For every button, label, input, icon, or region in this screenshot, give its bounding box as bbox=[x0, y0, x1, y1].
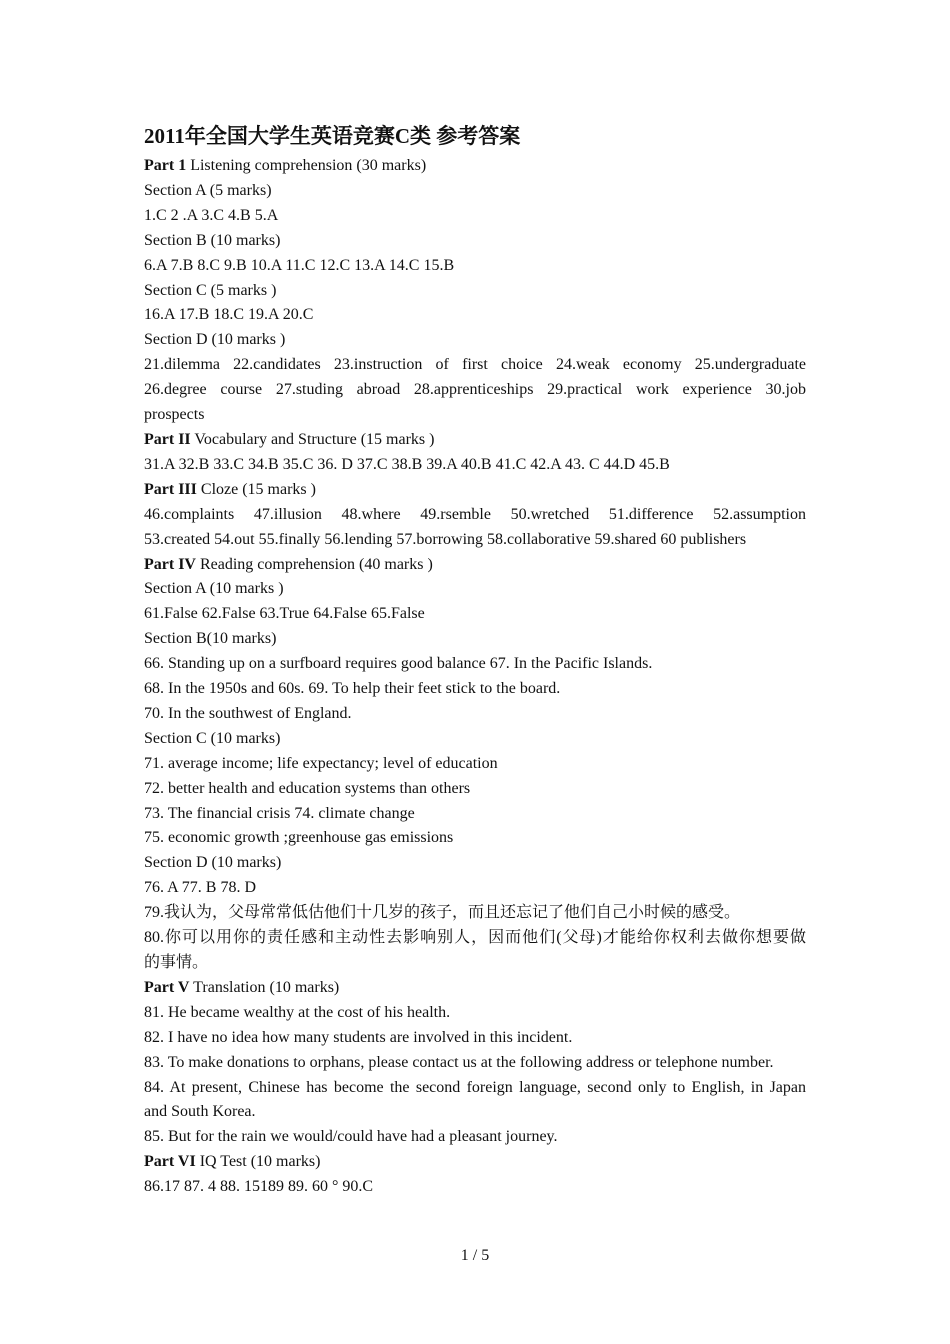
part-heading bbox=[144, 428, 806, 453]
answer-line bbox=[144, 851, 806, 876]
answer-line bbox=[144, 777, 806, 802]
line-text: Section A (10 marks ) bbox=[144, 580, 284, 598]
line-text: Section C (5 marks ) bbox=[144, 281, 277, 299]
part-heading bbox=[144, 553, 806, 578]
answer-line bbox=[144, 1051, 806, 1076]
line-text: IQ Test (10 marks) bbox=[195, 1153, 321, 1171]
answer-line bbox=[144, 403, 806, 428]
line-text: 73. The financial crisis 74. climate change bbox=[144, 804, 415, 822]
part-heading bbox=[144, 1150, 806, 1175]
answer-line bbox=[144, 303, 806, 328]
line-text: 1.C 2 .A 3.C 4.B 5.A bbox=[144, 206, 279, 224]
line-text: Section A (5 marks) bbox=[144, 181, 272, 199]
part-label: Part 1 bbox=[144, 157, 187, 174]
part-label: Part III bbox=[144, 480, 197, 498]
answer-line bbox=[144, 627, 806, 652]
part-label: Part V bbox=[144, 978, 190, 996]
line-text: 46.complaints 47.illusion 48.where 49.rsemble 50.wretched 51.difference 52.assumption bbox=[144, 505, 806, 523]
answer-line bbox=[144, 602, 806, 627]
answer-line bbox=[144, 652, 806, 677]
document-title: 2011年全国大学生英语竞赛C类 参考答案 bbox=[144, 124, 521, 148]
answer-line bbox=[144, 876, 806, 901]
line-text: Listening comprehension (30 marks) bbox=[186, 157, 427, 174]
line-text: Section D (10 marks ) bbox=[144, 331, 286, 349]
answer-list bbox=[144, 154, 806, 1200]
answer-line bbox=[144, 229, 806, 254]
line-text: Reading comprehension (40 marks ) bbox=[195, 555, 433, 573]
line-text: 75. economic growth ;greenhouse gas emissions bbox=[144, 829, 454, 847]
answer-line bbox=[144, 528, 806, 553]
answer-line bbox=[144, 279, 806, 304]
page-number: 1 / 5 bbox=[460, 1247, 490, 1264]
answer-line bbox=[144, 179, 806, 204]
line-text: 21.dilemma 22.candidates 23.instruction of first choice 24.weak economy 25.undergraduate bbox=[144, 356, 806, 374]
line-text: 的事情。 bbox=[144, 954, 209, 971]
line-text: 80.你可以用你的责任感和主动性去影响别人，因而他们(父母)才能给你权利去做你想要做 bbox=[144, 929, 806, 947]
line-text: 72. better health and education systems than others bbox=[144, 779, 471, 797]
line-text: 76. A 77. B 78. D bbox=[144, 879, 257, 897]
line-text: 53.created 54.out 55.finally 56.lending 57.borrowing 58.collaborative 59.shared 60 publishers bbox=[144, 530, 747, 548]
answer-line bbox=[144, 1076, 806, 1101]
answer-line bbox=[144, 926, 806, 951]
answer-line bbox=[144, 702, 806, 727]
line-text: Vocabulary and Structure (15 marks ) bbox=[190, 430, 435, 448]
answer-line bbox=[144, 254, 806, 279]
line-text: 68. In the 1950s and 60s. 69. To help their feet stick to the board. bbox=[144, 680, 561, 698]
answer-line bbox=[144, 901, 806, 926]
line-text: and South Korea. bbox=[144, 1103, 256, 1121]
line-text: 6.A 7.B 8.C 9.B 10.A 11.C 12.C 13.A 14.C 15.B bbox=[144, 256, 455, 274]
answer-line bbox=[144, 1100, 806, 1125]
part-label: Part II bbox=[144, 430, 191, 448]
part-heading bbox=[144, 154, 806, 179]
answer-line bbox=[144, 378, 806, 403]
part-heading bbox=[144, 976, 806, 1001]
line-text: Cloze (15 marks ) bbox=[196, 480, 316, 498]
line-text: prospects bbox=[144, 406, 205, 424]
line-text: 82. I have no idea how many students are involved in this incident. bbox=[144, 1028, 573, 1046]
line-text: 61.False 62.False 63.True 64.False 65.False bbox=[144, 605, 425, 623]
line-text: 16.A 17.B 18.C 19.A 20.C bbox=[144, 306, 314, 324]
line-text: Section C (10 marks) bbox=[144, 729, 281, 747]
answer-line bbox=[144, 1026, 806, 1051]
line-text: 86.17 87. 4 88. 15189 89. 60 ° 90.C bbox=[144, 1178, 374, 1196]
line-text: 81. He became wealthy at the cost of his health. bbox=[144, 1003, 451, 1021]
answer-line bbox=[144, 727, 806, 752]
answer-line bbox=[144, 328, 806, 353]
part-heading bbox=[144, 478, 806, 503]
line-text: 85. But for the rain we would/could have had a pleasant journey. bbox=[144, 1128, 558, 1146]
answer-line bbox=[144, 752, 806, 777]
line-text: Section B (10 marks) bbox=[144, 231, 281, 249]
answer-line bbox=[144, 453, 806, 478]
line-text: 31.A 32.B 33.C 34.B 35.C 36. D 37.C 38.B 39.A 40.B 41.C 42.A 43. C 44.D 45.B bbox=[144, 455, 670, 473]
answer-line bbox=[144, 951, 806, 976]
answer-line bbox=[144, 1001, 806, 1026]
answer-line bbox=[144, 826, 806, 851]
answer-line bbox=[144, 204, 806, 229]
answer-line bbox=[144, 577, 806, 602]
document-page bbox=[144, 118, 806, 1200]
line-text: 83. To make donations to orphans, please contact us at the following address or telephone number. bbox=[144, 1053, 774, 1071]
line-text: 79.我认为，父母常常低估他们十几岁的孩子，而且还忘记了他们自己小时候的感受。 bbox=[144, 904, 741, 922]
line-text: 70. In the southwest of England. bbox=[144, 704, 352, 722]
line-text: 71. average income; life expectancy; level of education bbox=[144, 754, 498, 772]
answer-line bbox=[144, 353, 806, 378]
part-label: Part VI bbox=[144, 1153, 196, 1171]
answer-line bbox=[144, 677, 806, 702]
line-text: Section D (10 marks) bbox=[144, 854, 282, 872]
answer-line bbox=[144, 1125, 806, 1150]
answer-line bbox=[144, 503, 806, 528]
line-text: 26.degree course 27.studing abroad 28.apprenticeships 29.practical work experience 30.job bbox=[144, 381, 806, 399]
line-text: 66. Standing up on a surfboard requires good balance 67. In the Pacific Islands. bbox=[144, 655, 653, 673]
line-text: 84. At present, Chinese has become the second foreign language, second only to English, in Japan bbox=[144, 1078, 806, 1096]
line-text: Section B(10 marks) bbox=[144, 630, 277, 648]
answer-line bbox=[144, 802, 806, 827]
line-text: Translation (10 marks) bbox=[189, 978, 340, 996]
answer-line bbox=[144, 1175, 806, 1200]
part-label: Part IV bbox=[144, 555, 196, 573]
